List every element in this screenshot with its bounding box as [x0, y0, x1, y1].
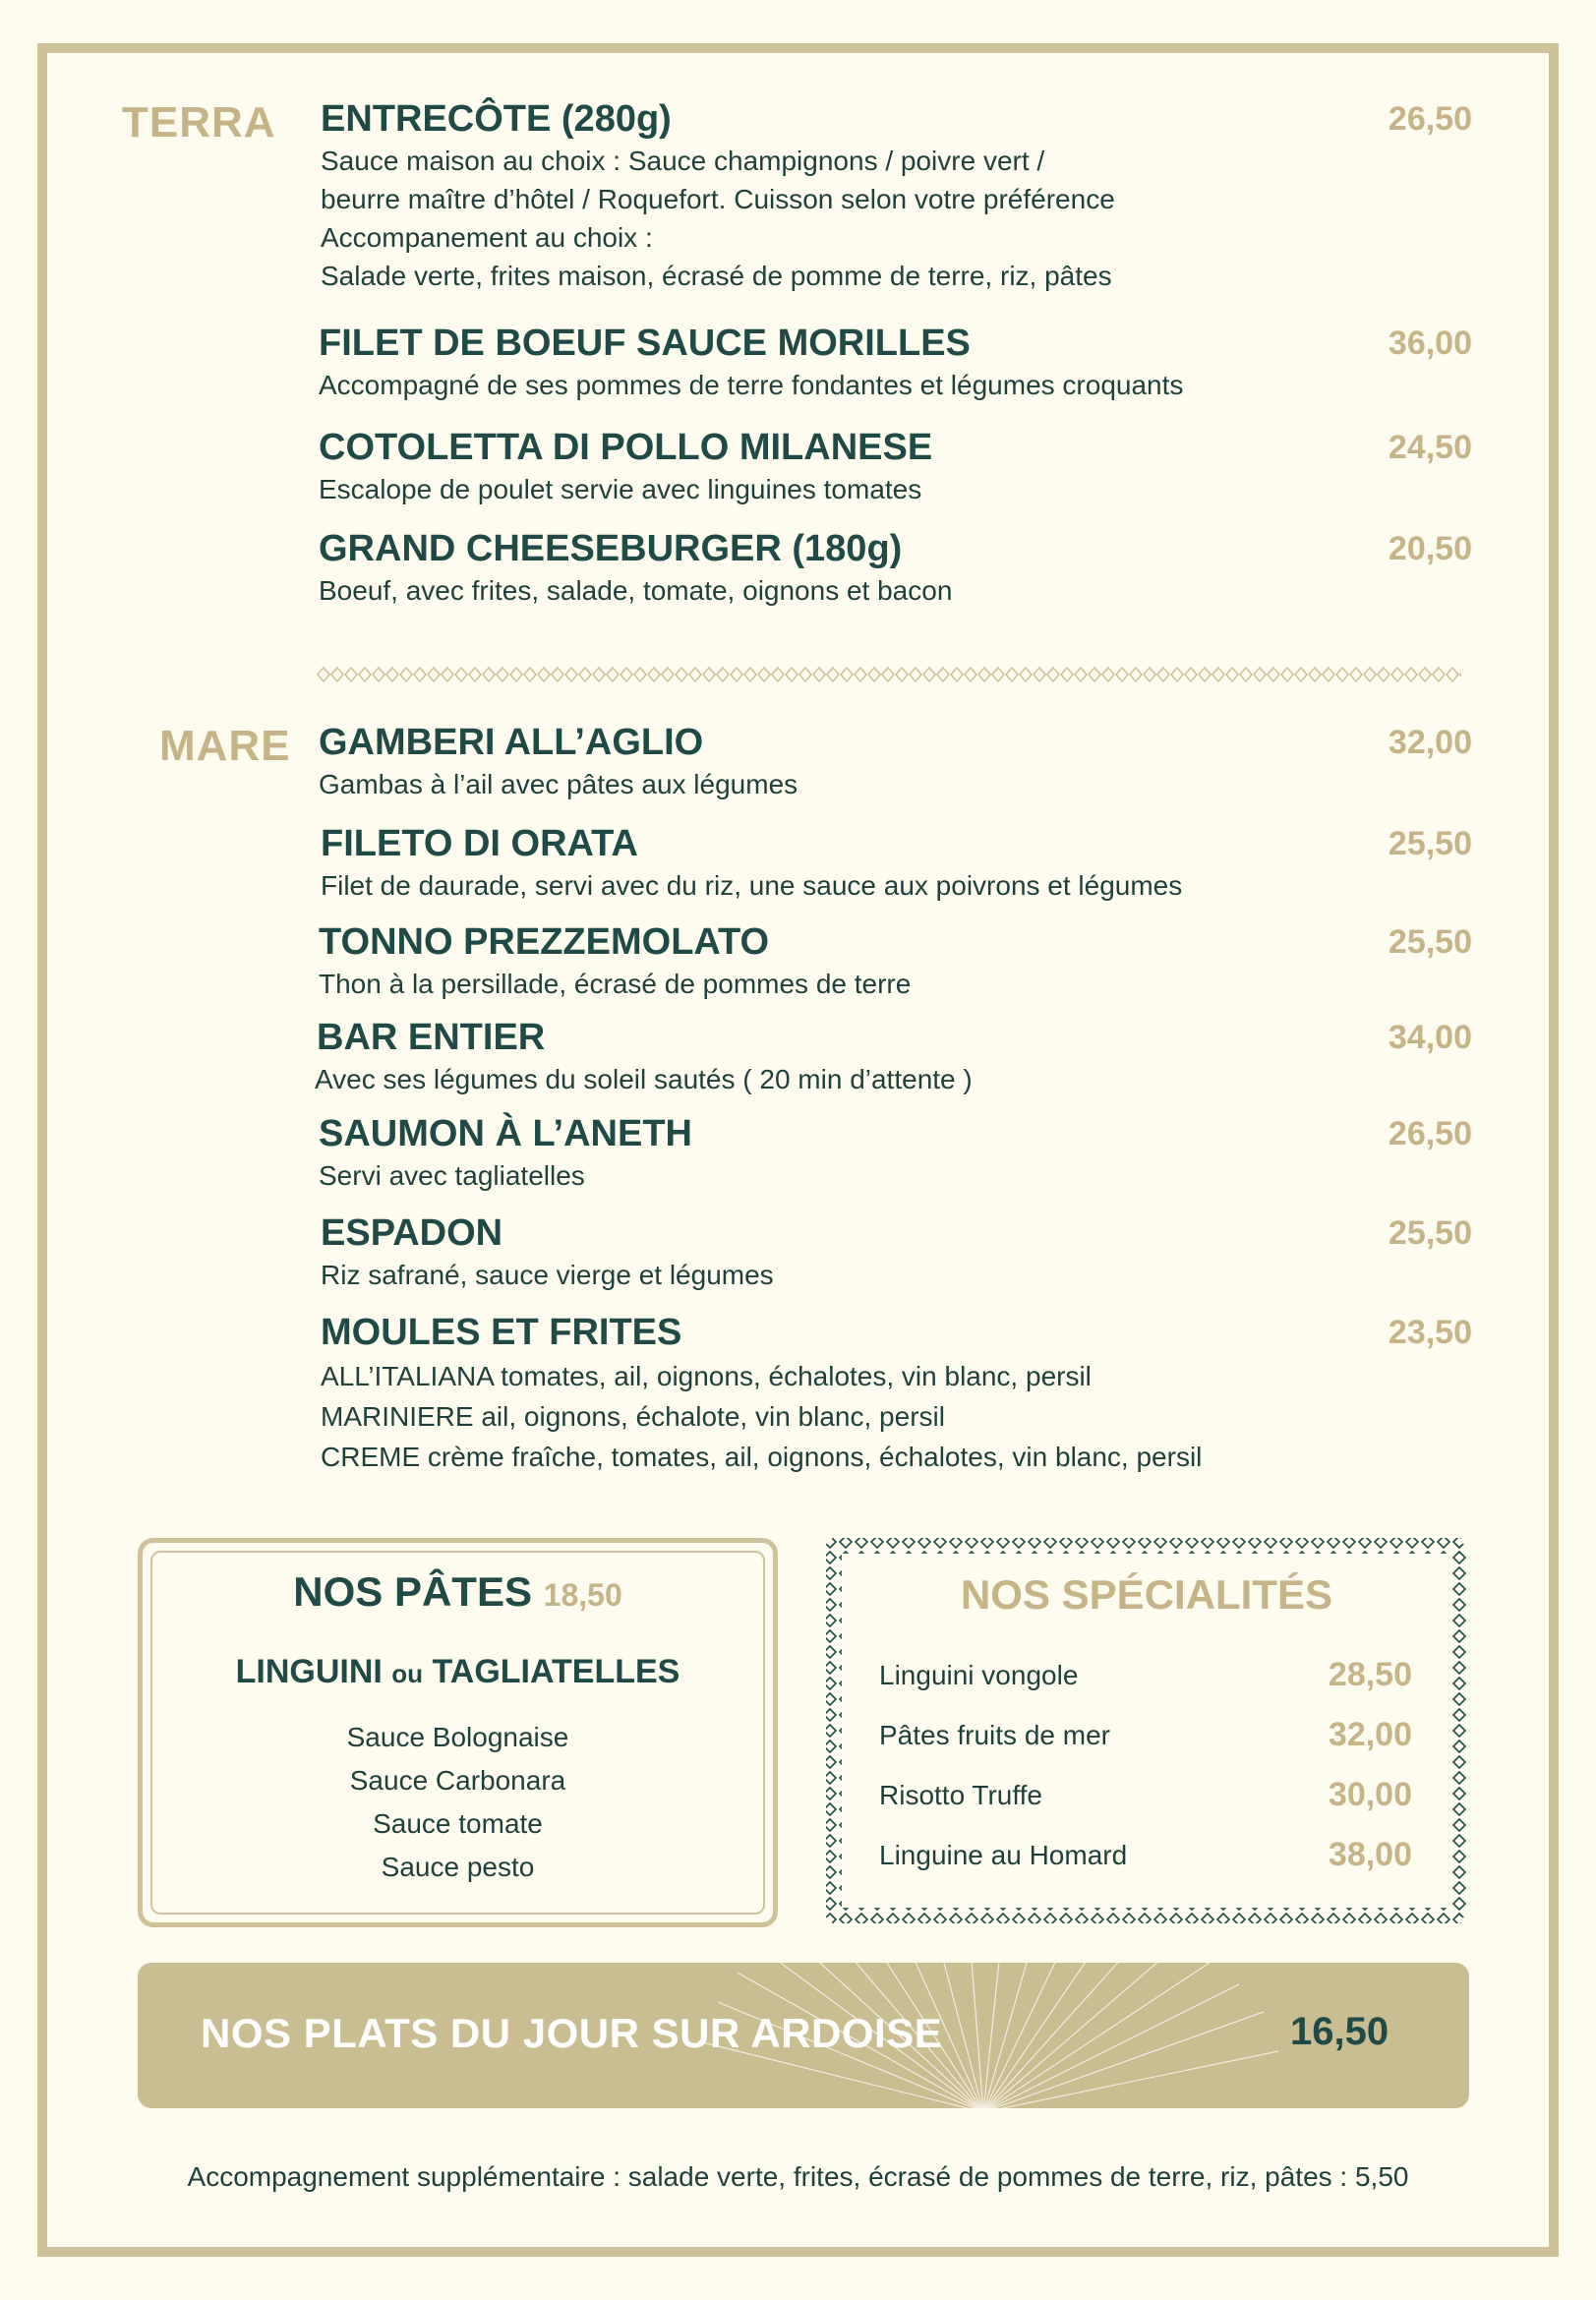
section-label-mare: MARE	[159, 722, 291, 770]
item-price: 34,00	[1388, 1019, 1472, 1056]
item-price: 26,50	[1388, 1115, 1472, 1152]
specialite-name: Linguine au Homard	[879, 1840, 1128, 1870]
specialite-name: Risotto Truffe	[879, 1780, 1043, 1810]
pates-title-text: NOS PÂTES	[293, 1568, 532, 1615]
specialite-price: 38,00	[1328, 1836, 1412, 1873]
specialite-price: 28,50	[1328, 1656, 1412, 1693]
banner-price: 16,50	[1290, 2010, 1389, 2053]
plats-du-jour-banner	[138, 1963, 1469, 2108]
item-name: SAUMON À L’ANETH	[319, 1113, 692, 1154]
pates-title	[143, 1568, 773, 1616]
banner-text: NOS PLATS DU JOUR SUR ARDOISE	[201, 2010, 943, 2056]
specialite-price: 30,00	[1328, 1776, 1412, 1813]
pates-sub-a: LINGUINI	[235, 1653, 383, 1690]
item-desc-line: Salade verte, frites maison, écrasé de pomme de terre, riz, pâtes	[321, 261, 1112, 291]
pates-sauce: Sauce Bolognaise	[346, 1722, 569, 1752]
pates-sub-ou: ou	[391, 1659, 424, 1688]
item-name: GAMBERI ALL’AGLIO	[319, 722, 704, 763]
item-name: FILETO DI ORATA	[321, 823, 638, 864]
specialites-box	[822, 1534, 1471, 1927]
item-price: 23,50	[1388, 1314, 1472, 1351]
item-name: ENTRECÔTE (280g)	[321, 98, 672, 140]
section-label-terra: TERRA	[122, 98, 276, 147]
pates-subtitle	[143, 1653, 773, 1691]
diamond-divider	[317, 665, 1461, 684]
item-desc-line: Filet de daurade, servi avec du riz, une sauce aux poivrons et légumes	[321, 870, 1183, 901]
item-desc-line: Boeuf, avec frites, salade, tomate, oignons et bacon	[319, 575, 953, 606]
item-price: 25,50	[1388, 825, 1472, 862]
pates-sauce: Sauce Carbonara	[349, 1765, 566, 1796]
item-desc-line: ALL’ITALIANA tomates, ail, oignons, échalotes, vin blanc, persil	[321, 1361, 1092, 1391]
pates-sub-b: TAGLIATELLES	[432, 1653, 680, 1690]
item-desc-line: beurre maître d’hôtel / Roquefort. Cuisson selon votre préférence	[321, 184, 1115, 214]
item-price: 32,00	[1388, 724, 1472, 761]
pates-price: 18,50	[543, 1577, 622, 1613]
specialites-title: NOS SPÉCIALITÉS	[960, 1571, 1333, 1618]
item-desc-line: Accompanement au choix :	[321, 222, 653, 253]
specialite-name: Pâtes fruits de mer	[879, 1720, 1110, 1750]
item-name: GRAND CHEESEBURGER (180g)	[319, 528, 903, 569]
item-price: 20,50	[1388, 530, 1472, 567]
pates-sauce: Sauce pesto	[381, 1852, 535, 1882]
item-desc-line: Thon à la persillade, écrasé de pommes de terre	[319, 969, 912, 999]
item-price: 25,50	[1388, 1214, 1472, 1252]
item-name: TONNO PREZZEMOLATO	[319, 921, 770, 963]
item-desc-line: Servi avec tagliatelles	[319, 1160, 585, 1191]
pates-box	[138, 1538, 778, 1927]
item-desc-line: Sauce maison au choix : Sauce champignons / poivre vert /	[321, 146, 1045, 176]
item-desc-line: MARINIERE ail, oignons, échalote, vin blanc, persil	[321, 1401, 945, 1432]
item-name: MOULES ET FRITES	[321, 1312, 682, 1353]
item-name: BAR ENTIER	[317, 1017, 546, 1058]
item-price: 36,00	[1388, 324, 1472, 362]
item-desc-line: Escalope de poulet servie avec linguines tomates	[319, 474, 922, 504]
specialite-price: 32,00	[1328, 1716, 1412, 1753]
specialite-name: Linguini vongole	[879, 1660, 1079, 1690]
pates-sauce: Sauce tomate	[373, 1808, 543, 1839]
item-price: 25,50	[1388, 923, 1472, 961]
item-name: FILET DE BOEUF SAUCE MORILLES	[319, 323, 971, 364]
footer-note: Accompagnement supplémentaire : salade verte, frites, écrasé de pommes de terre, riz, pâtes : 5,50	[187, 2161, 1409, 2192]
item-price: 26,50	[1388, 100, 1472, 138]
item-desc-line: Riz safrané, sauce vierge et légumes	[321, 1260, 774, 1290]
item-desc-line: Gambas à l’ail avec pâtes aux légumes	[319, 769, 798, 799]
item-desc-line: Accompagné de ses pommes de terre fondantes et légumes croquants	[319, 370, 1184, 400]
item-desc-line: CREME crème fraîche, tomates, ail, oignons, échalotes, vin blanc, persil	[321, 1442, 1203, 1472]
item-price: 24,50	[1388, 429, 1472, 466]
item-desc-line: Avec ses légumes du soleil sautés ( 20 min d’attente )	[315, 1064, 973, 1094]
item-name: ESPADON	[321, 1212, 503, 1254]
item-name: COTOLETTA DI POLLO MILANESE	[319, 427, 933, 468]
